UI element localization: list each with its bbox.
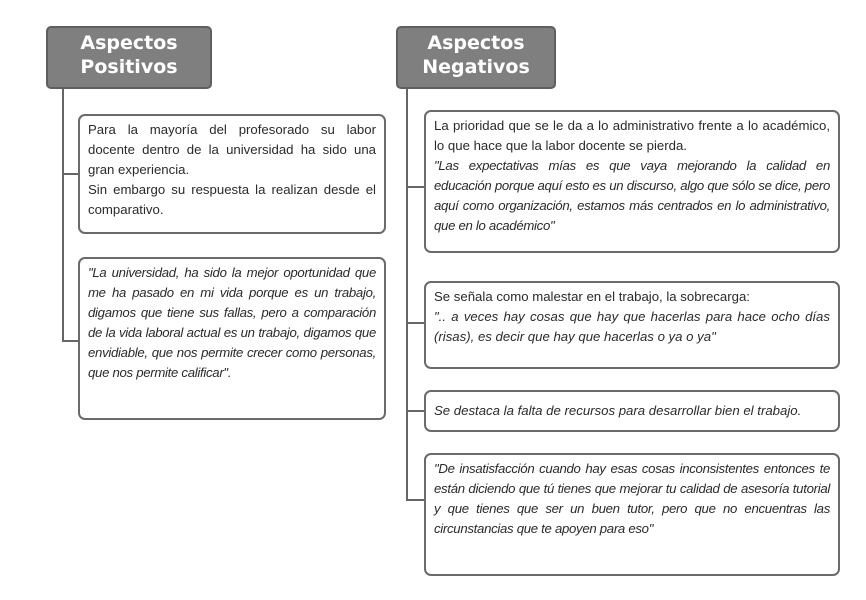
negative-box-2 (424, 281, 840, 369)
negative-branch-line-3 (406, 410, 424, 412)
positive-branch-line-1 (62, 173, 79, 175)
negative-branch-line-1 (406, 186, 424, 188)
positive-box-2 (78, 257, 386, 420)
positive-box-1 (78, 114, 386, 234)
positive-box-1-text: Para la mayoría del profesorado su labor docente dentro de la universidad ha sido una gran experiencia. (88, 122, 376, 177)
negative-branch-line-2 (406, 322, 424, 324)
negative-trunk-line (406, 89, 408, 501)
negative-box-4-quote: "De insatisfacción cuando hay esas cosas inconsistentes entonces te están diciendo que tú tienes que mejorar tu calidad de asesoría tutorial y que tienes que ser un buen tutor, pero que no encuentras las circunstancias que te apoyen para eso" (434, 461, 830, 536)
negative-box-3 (424, 390, 840, 432)
negative-branch-line-4 (406, 499, 424, 501)
positive-aspects-header (46, 26, 212, 89)
negative-aspects-header (396, 26, 556, 89)
positive-header-line1: Aspectos (80, 32, 178, 54)
negative-header-line2: Negativos (422, 56, 530, 78)
negative-box-1-quote: "Las expectativas mías es que vaya mejorando la calidad en educación porque aquí esto es un discurso, algo que sólo se dice, pero aquí como organización, estamos más centrados en lo administrativo, que en lo académico" (434, 158, 830, 233)
positive-box-1-text-2: Sin embargo su respuesta la realizan desde el comparativo. (88, 182, 376, 217)
positive-header-line2: Positivos (80, 56, 178, 78)
positive-box-2-quote: "La universidad, ha sido la mejor oportunidad que me ha pasado en mi vida porque es un trabajo, digamos que tiene sus fallas, pero a comparación de la vida laboral actual es un trabajo, digamos que envidiable, que nos permite crecer como personas, que nos permite calificar". (88, 265, 376, 380)
positive-branch-line-2 (62, 340, 79, 342)
negative-box-3-quote: Se destaca la falta de recursos para desarrollar bien el trabajo. (434, 403, 802, 418)
positive-trunk-line (62, 89, 64, 342)
negative-box-4 (424, 453, 840, 576)
negative-header-line1: Aspectos (427, 32, 525, 54)
negative-box-1-text: La prioridad que se le da a lo administrativo frente a lo académico, lo que hace que la labor docente se pierda. (434, 118, 830, 153)
negative-box-2-text: Se señala como malestar en el trabajo, la sobrecarga: (434, 289, 750, 304)
negative-box-1 (424, 110, 840, 253)
negative-box-2-quote: ".. a veces hay cosas que hay que hacerlas para hace ocho días (risas), es decir que hay que hacerlas o ya o ya" (434, 309, 830, 344)
